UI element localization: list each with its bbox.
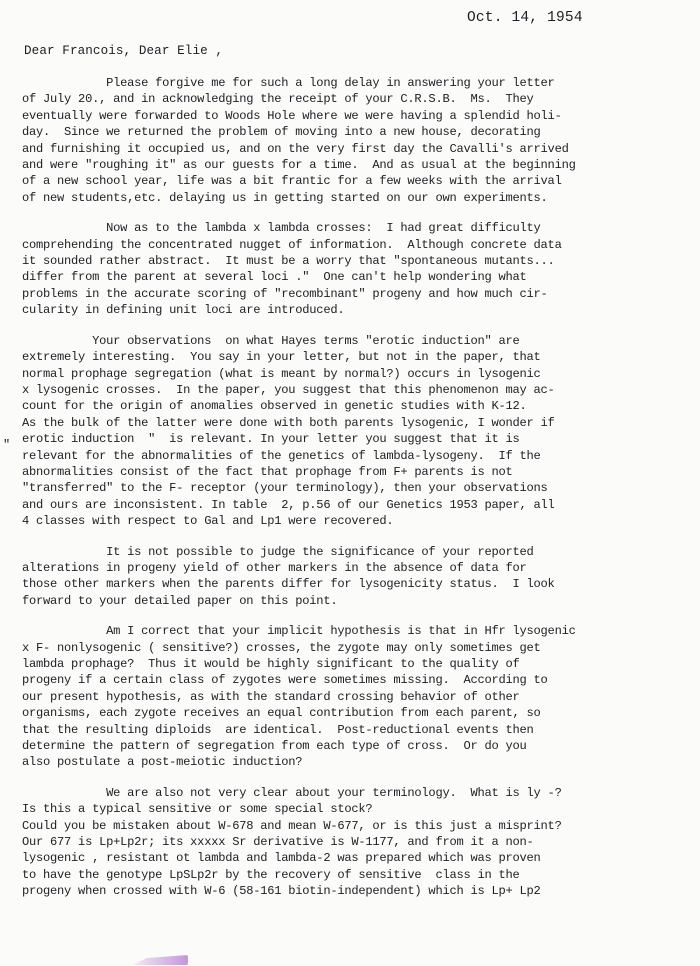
text-line: those other markers when the parents differ for lysogenicity status. I look xyxy=(22,577,555,592)
text-line: Please forgive me for such a long delay in answering your letter xyxy=(22,76,555,90)
text-line: lambda prophage? Thus it would be highly significant to the quality of xyxy=(22,657,520,671)
text-line: and furnishing it occupied us, and on the very first day the Cavalli's arrived xyxy=(22,141,569,156)
text-line: comprehending the concentrated nugget of information. Although concrete data xyxy=(22,237,562,252)
text-line: "transferred" to the F- receptor (your terminology), then your observations xyxy=(22,481,548,496)
text-line: of July 20., and in acknowledging the receipt of your C.R.S.B. Ms. They xyxy=(22,92,534,107)
text-line: of a new school year, life was a bit frantic for a few weeks with the arrival xyxy=(22,174,562,189)
text-line: it sounded rather abstract. It must be a worry that "spontaneous mutants... xyxy=(22,254,555,269)
text-line: eventually were forwarded to Woods Hole where we were having a splendid holi- xyxy=(22,108,562,123)
margin-mark: " xyxy=(3,438,11,452)
text-line: 4 classes with respect to Gal and Lp1 were recovered. xyxy=(22,514,394,529)
text-line: and were "roughing it" as our guests for a time. And as usual at the beginning xyxy=(22,158,576,173)
paragraph xyxy=(22,544,682,610)
text-line: abnormalities consist of the fact that prophage from F+ parents is not xyxy=(22,464,513,479)
text-line: organisms, each zygote receives an equal contribution from each parent, so xyxy=(22,706,541,721)
letter-body xyxy=(22,75,682,914)
text-line: our present hypothesis, as with the standard crossing behavior of other xyxy=(22,689,520,704)
text-line: Your observations on what Hayes terms "erotic induction" are xyxy=(22,333,520,348)
text-line: differ from the parent at several loci ." One can't help wondering what xyxy=(22,270,527,285)
text-line: Is this a typical sensitive or some special stock? xyxy=(22,802,373,817)
text-line: As the bulk of the latter were done with both parents lysogenic, I wonder if xyxy=(22,415,555,430)
text-line: We are also not very clear about your terminology. What is ly -? xyxy=(22,785,562,800)
text-line: x lysogenic crosses. In the paper, you suggest that this phenomenon may ac- xyxy=(22,382,555,397)
text-line: determine the pattern of segregation from each type of cross. Or do you xyxy=(22,739,527,754)
text-line: normal prophage segregation (what is meant by normal?) occurs in lysogenic xyxy=(22,366,541,381)
text-line: progeny if a certain class of zygotes were sometimes missing. According to xyxy=(22,673,548,688)
text-line: lysogenic , resistant ot lambda and lambda-2 was prepared which was proven xyxy=(22,851,541,866)
text-line: relevant for the abnormalities of the genetics of lambda-lysogeny. If the xyxy=(22,448,541,463)
paragraph xyxy=(22,785,682,900)
text-line: that the resulting diploids are identical. Post-reductional events then xyxy=(22,722,534,737)
paragraph xyxy=(22,333,682,530)
text-line: to have the genotype LpSLp2r by the recovery of sensitive class in the xyxy=(22,867,520,882)
text-line: of new students,etc. delaying us in getting started on our own experiments. xyxy=(22,190,548,205)
salutation: Dear Francois, Dear Elie , xyxy=(24,44,224,58)
letter-date: Oct. 14, 1954 xyxy=(467,10,583,26)
text-line: erotic induction " is relevant. In your letter you suggest that it is xyxy=(22,432,520,447)
text-line: Could you be mistaken about W-678 and mean W-677, or is this just a misprint? xyxy=(22,818,562,833)
paragraph xyxy=(22,75,682,206)
purple-ink-mark xyxy=(133,955,188,965)
text-line: Am I correct that your implicit hypothesis is that in Hfr lysogenic xyxy=(22,624,576,639)
text-line: forward to your detailed paper on this point. xyxy=(22,593,338,608)
text-line: extremely interesting. You say in your letter, but not in the paper, that xyxy=(22,350,541,365)
text-line: Now as to the lambda x lambda crosses: I had great difficulty xyxy=(22,221,541,236)
text-line: Our 677 is Lp+Lp2r; its xxxxx Sr derivative is W-1177, and from it a non- xyxy=(22,835,534,850)
text-line: count for the origin of anomalies observed in genetic studies with K-12. xyxy=(22,399,527,414)
paragraph xyxy=(22,623,682,771)
text-line: problems in the accurate scoring of "recombinant" progeny and how much cir- xyxy=(22,286,548,301)
text-line: cularity in defining unit loci are introduced. xyxy=(22,303,345,318)
text-line: day. Since we returned the problem of moving into a new house, decorating xyxy=(22,125,541,140)
text-line: alterations in progeny yield of other markers in the absence of data for xyxy=(22,560,527,575)
text-line: also postulate a post-meiotic induction? xyxy=(22,755,303,770)
text-line: x F- nonlysogenic ( sensitive?) crosses, the zygote may only sometimes get xyxy=(22,640,541,655)
text-line: It is not possible to judge the significance of your reported xyxy=(22,544,534,559)
text-line: progeny when crossed with W-6 (58-161 biotin-independent) which is Lp+ Lp2 xyxy=(22,884,541,899)
text-line: and ours are inconsistent. In table 2, p.56 of our Genetics 1953 paper, all xyxy=(22,497,555,512)
paragraph xyxy=(22,220,682,318)
